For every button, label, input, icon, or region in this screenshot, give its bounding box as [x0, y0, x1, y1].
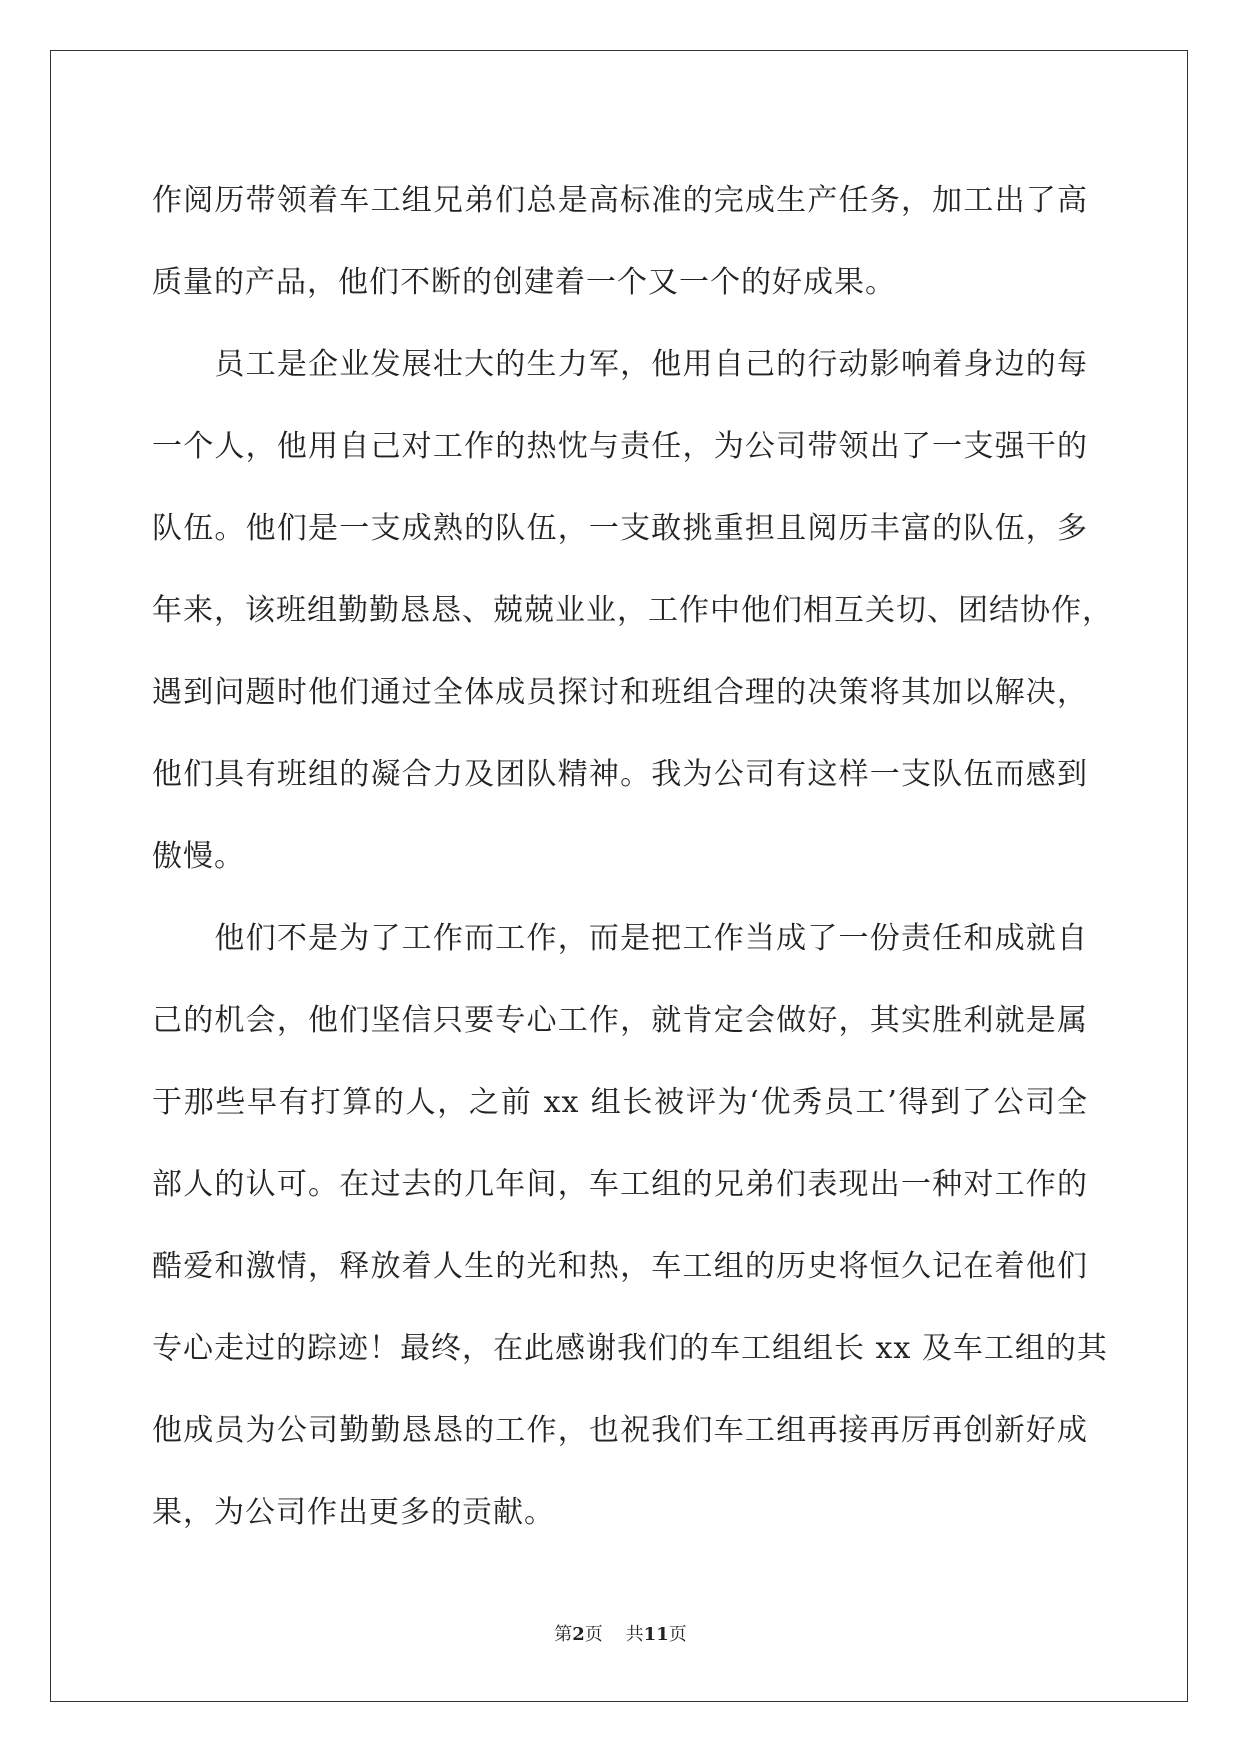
text-line: 部人的认可。在过去的几年间，车工组的兄弟们表现出一种对工作的	[152, 1167, 1088, 1202]
text-line: 员工是企业发展壮大的生力军，他用自己的行动影响着身边的每	[152, 347, 1088, 382]
document-body	[152, 160, 1113, 1554]
text-line: 年来，该班组勤勤恳恳、兢兢业业，工作中他们相互关切、团结协作，	[152, 593, 1113, 628]
page-suffix: 页	[584, 1624, 603, 1645]
text-line: 专心走过的踪迹！最终，在此感谢我们的车工组组长 xx 及车工组的其	[152, 1331, 1108, 1366]
text-line: 傲慢。	[152, 839, 245, 874]
text-line: 于那些早有打算的人，之前 xx 组长被评为‘优秀员工’得到了公司全	[152, 1085, 1088, 1120]
text-line: 他成员为公司勤勤恳恳的工作，也祝我们车工组再接再厉再创新好成	[152, 1413, 1088, 1448]
text-line: 一个人，他用自己对工作的热忱与责任，为公司带领出了一支强干的	[152, 429, 1088, 464]
text-line: 遇到问题时他们通过全体成员探讨和班组合理的决策将其加以解决，	[152, 675, 1088, 710]
total-suffix: 页	[668, 1624, 687, 1645]
text-line: 己的机会，他们坚信只要专心工作，就肯定会做好，其实胜利就是属	[152, 1003, 1088, 1038]
text-line: 队伍。他们是一支成熟的队伍，一支敢挑重担且阅历丰富的队伍，多	[152, 511, 1088, 546]
page-footer	[0, 1620, 1241, 1646]
total-pages: 11	[643, 1624, 669, 1645]
text-line: 作阅历带领着车工组兄弟们总是高标准的完成生产任务，加工出了高	[152, 183, 1088, 218]
page-prefix: 第	[554, 1624, 573, 1645]
total-prefix: 共	[625, 1624, 644, 1645]
text-line: 酷爱和激情，释放着人生的光和热，车工组的历史将恒久记在着他们	[152, 1249, 1088, 1284]
text-line: 他们具有班组的凝合力及团队精神。我为公司有这样一支队伍而感到	[152, 757, 1088, 792]
text-line: 他们不是为了工作而工作，而是把工作当成了一份责任和成就自	[152, 921, 1088, 956]
text-line: 质量的产品，他们不断的创建着一个又一个的好成果。	[152, 265, 896, 300]
page-number: 2	[572, 1624, 585, 1645]
text-line: 果，为公司作出更多的贡献。	[152, 1495, 555, 1530]
